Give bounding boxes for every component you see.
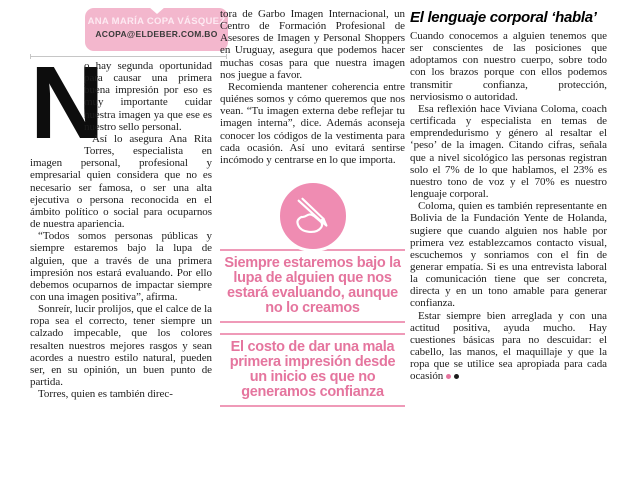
pull-quote-section <box>220 180 405 407</box>
paragraph: Recomienda mantener coherencia entre quiénes somos y cómo queremos que nos vean. “Tu imagen externa debe reflejar tu imagen interna”, dice. Además aconseja conocer los códigos de la vestimenta para cada ocasión. Así uno evitará sentirse incómodo y centrarse en lo que importa. <box>220 80 405 166</box>
lede-paragraph <box>30 45 212 160</box>
article-column-2 <box>220 0 405 480</box>
paragraph: Coloma, quien es también representante en Bolivia de la Fundación Yente de Holanda, sugiere que cuando alguien nos hable por primera vez establezcamos contacto visual, escuchemos y sonriamos con el fin de generar empatía. Si es una entrevista laboral la comunicación tiene que ser concreta, directa y en un tono amable para generar confianza. <box>410 200 607 310</box>
quote-rule-bottom <box>220 321 405 323</box>
pull-quote: El costo de dar una mala primera impresión desde un inicio es que no generamos confianza <box>229 339 396 401</box>
end-mark-pink-dot <box>446 374 451 379</box>
paragraph: Así lo asegura Ana Rita Torres, especialista en imagen personal, profesional y empresarial quien considera que no es necesario ser famosa, o ser una alta ejecutiva o persona reconocida en el ámbito político o social para ocuparnos de nuestra apariencia. <box>30 132 212 231</box>
paragraph: Sonreír, lucir prolijos, que el calce de la ropa sea el correcto, tener siempre un calzado impecable, que los colores resalten nuestros mejores rasgos y sean acordes a nuestro estilo natural, pueden ser, en su opinión, un buen punto de partida. <box>30 303 212 389</box>
quote-rule-bottom <box>220 405 405 407</box>
paragraph: Torres, quien es también direc- <box>38 388 173 401</box>
writing-hand-icon <box>277 180 349 252</box>
section-heading: El lenguaje corporal ‘habla’ <box>410 9 597 26</box>
end-mark-black-dot <box>454 374 459 379</box>
paragraph-text: Estar siempre bien arreglada y con una actitud positiva, ayuda mucho. Hay cuestiones básicas para no descuidar: el cabello, las manos, el maquillaje y que la ropa que se utilice sea apropiada para cada ocasión <box>410 309 607 383</box>
closing-paragraph <box>410 310 607 383</box>
paragraph: tora de Garbo Imagen Internacional, un Centro de Formación Profesional de Asesores de Imagen y Personal Shoppers en Uruguay, asegura que podemos hacer muchas cosas para que nuestra imagen nos juegue a favor. <box>220 8 405 81</box>
paragraph: Esa reflexión hace Viviana Coloma, coach certificada y especialista en temas de emprendedurismo y género al resaltar el ‘peso’ de la imagen. Citando cifras, señala que a nivel sicológico las personas registran solo el 7% de lo que hablamos, el 23% es nuestro tono de voz y el 70% es nuestro lenguaje corporal. <box>410 102 607 201</box>
quote-gap <box>220 323 405 333</box>
byline-email[interactable]: ACOPA@ELDEBER.COM.BO <box>95 29 218 39</box>
drop-cap: N <box>30 45 105 160</box>
quote-rule-top <box>220 333 405 335</box>
paragraph: “Todos somos personas públicas y siempre estaremos bajo la lupa de alguien, que a través de una primera impresión nos estará evaluando. Por ello debemos ocuparnos de impactar siempre con una imagen positiva”, afirma. <box>30 230 212 303</box>
pull-quote: Siempre estaremos bajo la lupa de alguien que nos estará evaluando, aunque no lo creamos <box>224 255 401 317</box>
article-column-1 <box>30 0 212 480</box>
byline-author: ANA MARÍA COPA VÁSQUEZ <box>87 16 226 27</box>
paragraph-text: o hay segunda oportunidad para causar una primera buena impresión por eso es muy importante cuidar nuestra imagen ya que ese es nuestro sello personal. <box>84 60 212 133</box>
paragraph: Cuando conocemos a alguien tenemos que ser conscientes de las posiciones que adoptamos con nuestro cuerpo, sobre todo con los brazos porque con ellos podemos transmitir confianza, protección, nerviosismo o autoridad. <box>410 30 607 103</box>
article-column-3 <box>410 0 607 480</box>
